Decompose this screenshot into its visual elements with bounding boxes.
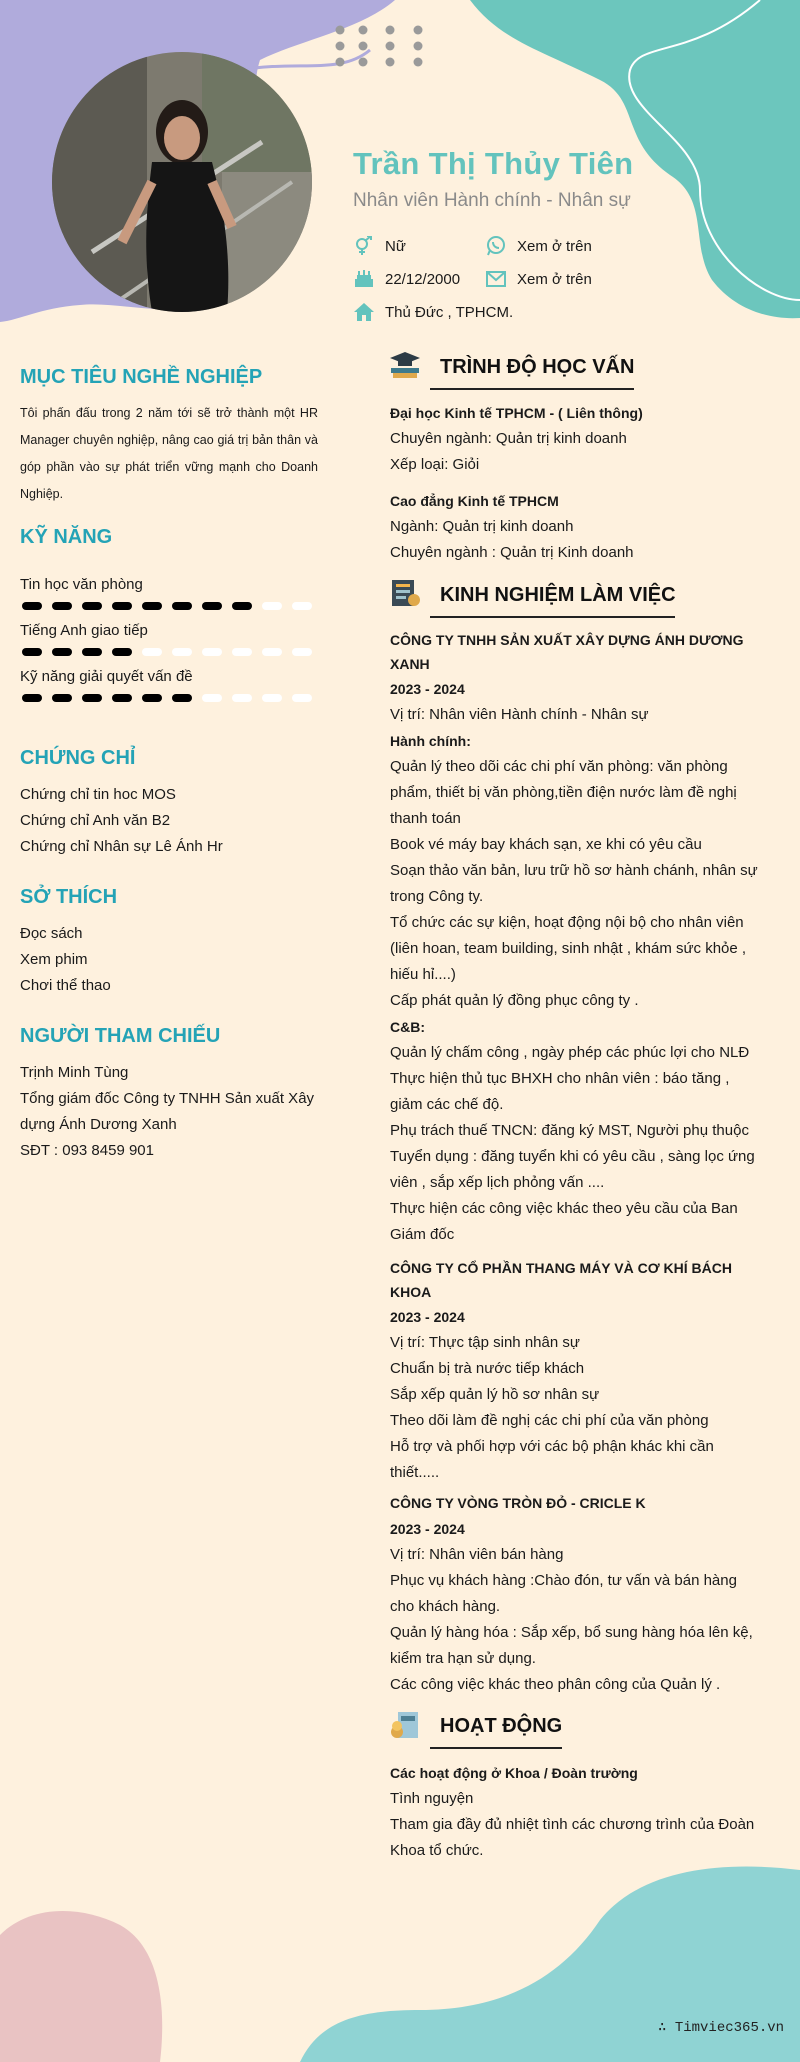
skill-dash-empty [202,648,222,656]
skill-dash-empty [232,694,252,702]
school-major: Ngành: Quản trị kinh doanh [390,518,574,535]
skill-level-bar [20,691,320,705]
school-name: Đại học Kinh tế TPHCM - ( Liên thông) [390,405,643,421]
graduation-books-icon [388,348,422,382]
job-period: 2023 - 2024 [390,1521,465,1537]
job-duty: Thực hiện thủ tục BHXH cho nhân viên : báo tăng , giảm các chế độ. [390,1070,730,1113]
phone-info [485,236,592,256]
skill-dash-filled [172,694,192,702]
experience-content [390,628,762,1698]
skill-problem-solving [20,668,320,705]
activity-item: Tham gia đầy đủ nhiệt tình các chương trình của Đoàn Khoa tổ chức. [390,1816,755,1859]
activity-org: Các hoạt động ở Khoa / Đoàn trường [390,1765,638,1781]
job-position: Vị trí: Nhân viên bán hàng [390,1546,564,1563]
hobby-item: Đọc sách [20,925,83,942]
job-company: CÔNG TY CỔ PHẦN THANG MÁY VÀ CƠ KHÍ BÁCH KHOA [390,1260,732,1300]
skill-dash-filled [142,602,162,610]
email-info [485,269,592,289]
job-duty: Hỗ trợ và phối hợp với các bộ phận khác khi cần thiết..... [390,1438,714,1481]
skill-dash-empty [262,648,282,656]
job-duty: Soạn thảo văn bản, lưu trữ hồ sơ hành chánh, nhân sự trong Công ty. [390,862,758,905]
skill-dash-filled [112,602,132,610]
skill-dash-empty [292,648,312,656]
school-name: Cao đẳng Kinh tế TPHCM [390,493,559,509]
job-duty: Phụ trách thuế TNCN: đăng ký MST, Người phụ thuộc [390,1122,749,1139]
activities-underline [430,1747,562,1749]
certificate-item: Chứng chỉ tin hoc MOS [20,786,176,803]
skill-dash-filled [22,648,42,656]
job-duty: Theo dõi làm đề nghị các chi phí của văn phòng [390,1412,709,1429]
skill-dash-empty [292,602,312,610]
activities-icon [388,1708,422,1742]
job-duty: Các công việc khác theo phân công của Quản lý . [390,1676,721,1693]
job-period: 2023 - 2024 [390,681,465,697]
job-duty: Tuyển dụng : đăng tuyển khi có yêu cầu , sàng lọc ứng viên , sắp xếp lịch phỏng vấn .... [390,1148,755,1191]
phone-icon [485,236,507,256]
skill-dash-empty [262,602,282,610]
skill-dash-empty [232,648,252,656]
job-duty: Book vé máy bay khách sạn, xe khi có yêu cầu [390,836,702,853]
skills-heading: KỸ NĂNG [20,526,113,548]
job-duty: Quản lý theo dõi các chi phí văn phòng: văn phòng phẩm, thiết bị văn phòng,tiền điện nước làm đề nghị thanh toán [390,758,737,827]
candidate-role: Nhân viên Hành chính - Nhân sự [353,190,631,211]
birthday-cake-icon [353,269,375,289]
school-major: Chuyên ngành: Quản trị kinh doanh [390,430,627,447]
certificate-item: Chứng chỉ Anh văn B2 [20,812,171,829]
activities-heading: HOẠT ĐỘNG [440,1715,563,1737]
skill-dash-filled [112,694,132,702]
education-content [390,400,762,566]
skill-dash-empty [202,694,222,702]
certificates-heading: CHỨNG CHỈ [20,747,136,769]
activities-content [390,1760,762,1864]
gender-icon [353,236,375,256]
candidate-name: Trần Thị Thủy Tiên [353,146,634,181]
address-info [353,302,513,322]
skill-dash-filled [112,648,132,656]
job-duty: Quản lý chấm công , ngày phép các phúc lợi cho NLĐ [390,1044,750,1061]
objective-heading: MỤC TIÊU NGHỀ NGHIỆP [20,366,263,388]
education-underline [430,388,634,390]
skill-dash-filled [82,694,102,702]
experience-heading: KINH NGHIỆM LÀM VIỆC [440,584,676,606]
reference-heading: NGƯỜI THAM CHIẾU [20,1025,221,1047]
skill-dash-filled [202,602,222,610]
skill-dash-empty [262,694,282,702]
home-icon [353,302,375,322]
skill-dash-empty [292,694,312,702]
work-experience-icon [388,576,422,610]
skill-label: Kỹ năng giải quyết vấn đề [20,668,193,685]
skill-label: Tin học văn phòng [20,576,143,593]
skill-dash-filled [52,648,72,656]
address-text: Thủ Đức , TPHCM. [385,303,514,321]
skill-label: Tiếng Anh giao tiếp [20,622,148,639]
job-position: Vị trí: Nhân viên Hành chính - Nhân sự [390,706,649,723]
job-duty: Cấp phát quản lý đồng phục công ty . [390,992,639,1009]
job-subheading: C&B: [390,1019,425,1035]
education-heading: TRÌNH ĐỘ HỌC VẤN [440,356,635,378]
experience-underline [430,616,675,618]
job-duty: Tổ chức các sự kiện, hoạt động nội bộ cho nhân viên (liên hoan, team building, sinh nhật , khám sức khỏe , hiếu hỉ....) [390,914,747,983]
dob-text: 22/12/2000 [385,270,461,288]
gender-text: Nữ [385,237,406,255]
job-duty: Phục vụ khách hàng :Chào đón, tư vấn và bán hàng cho khách hàng. [390,1572,737,1615]
job-subheading: Hành chính: [390,733,471,749]
skill-dash-filled [172,602,192,610]
skill-dash-filled [52,694,72,702]
envelope-icon [485,269,507,289]
activity-item: Tình nguyện [390,1790,474,1807]
phone-text: Xem ở trên [517,237,592,255]
skill-english [20,622,320,659]
certificate-item: Chứng chỉ Nhân sự Lê Ánh Hr [20,838,223,855]
skill-dash-filled [142,694,162,702]
watermark-logo: ∴ Timviec365.vn [658,2020,785,2036]
job-duty: Quản lý hàng hóa : Sắp xếp, bổ sung hàng hóa lên kệ, kiểm tra hạn sử dụng. [390,1624,753,1667]
skill-dash-filled [52,602,72,610]
skill-office [20,576,320,613]
hobby-item: Chơi thể thao [20,977,111,994]
job-period: 2023 - 2024 [390,1309,465,1325]
skill-dash-empty [172,648,192,656]
hobbies-heading: SỞ THÍCH [20,886,118,908]
profile-photo [52,52,312,312]
hobby-item: Xem phim [20,951,88,968]
email-text: Xem ở trên [517,270,592,288]
skill-dash-filled [22,694,42,702]
skill-dash-filled [22,602,42,610]
skill-level-bar [20,645,320,659]
school-grade: Xếp loại: Giỏi [390,456,480,473]
job-duty: Thực hiện các công việc khác theo yêu cầu của Ban Giám đốc [390,1200,738,1243]
reference-name: Trịnh Minh Tùng [20,1064,129,1081]
school-specialization: Chuyên ngành : Quản trị Kinh doanh [390,544,634,561]
skill-dash-filled [82,648,102,656]
reference-phone: SĐT : 093 8459 901 [20,1142,154,1159]
skill-level-bar [20,599,320,613]
job-duty: Chuẩn bị trà nước tiếp khách [390,1360,585,1377]
job-duty: Sắp xếp quản lý hồ sơ nhân sự [390,1386,600,1403]
dob-info [353,269,460,289]
skill-dash-filled [82,602,102,610]
job-company: CÔNG TY VÒNG TRÒN ĐỎ - CRICLE K [390,1495,646,1511]
reference-position: Tổng giám đốc Công ty TNHH Sản xuất Xây dựng Ánh Dương Xanh [20,1090,315,1133]
job-company: CÔNG TY TNHH SẢN XUẤT XÂY DỰNG ÁNH DƯƠNG XANH [390,632,744,672]
skill-dash-empty [142,648,162,656]
skill-dash-filled [232,602,252,610]
job-position: Vị trí: Thực tập sinh nhân sự [390,1334,580,1351]
objective-text: Tôi phấn đấu trong 2 năm tới sẽ trở thành một HR Manager chuyên nghiệp, nâng cao giá trị bản thân và góp phần vào sự phát triển vững mạnh cho Doanh Nghiệp. [20,406,318,501]
gender-info [353,236,406,256]
